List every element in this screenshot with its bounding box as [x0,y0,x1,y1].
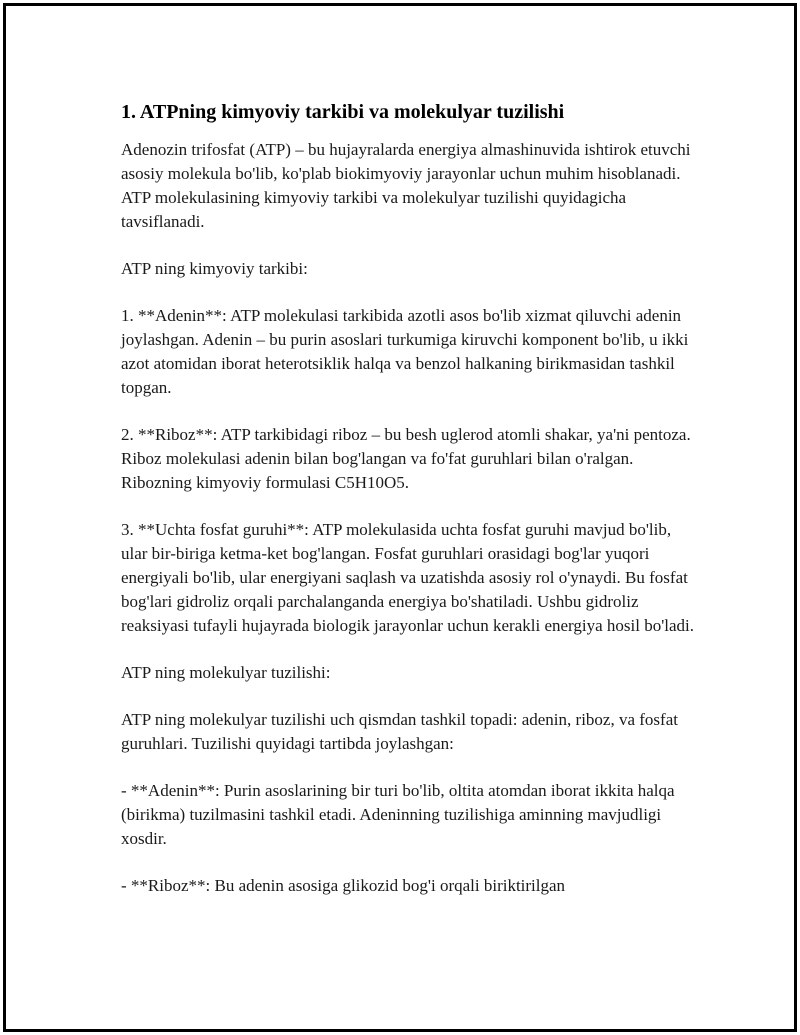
document-body [121,98,696,921]
paragraph-structure-heading: ATP ning molekulyar tuzilishi: [121,663,331,682]
document-title: 1. ATPning kimyoviy tarkibi va molekulyar tuzilishi [121,101,565,123]
paragraph-intro: Adenozin trifosfat (ATP) – bu hujayralarda energiya almashinuvida ishtirok etuvchi asosiy molekula bo'lib, ko'plab biokimyoviy jarayonlar uchun muhim hisoblanadi. ATP molekulasining kimyoviy tarkibi va molekulyar tuzilishi quyidagicha tavsiflanadi. [121,140,691,231]
page-frame [3,3,797,1032]
paragraph-structure-adenine: - **Adenin**: Purin asoslarining bir turi bo'lib, oltita atomdan iborat ikkita halqa (birikma) tuzilmasini tashkil etadi. Adeninning tuzilishiga aminning mavjudligi xosdir. [121,781,675,848]
paragraph-composition-heading: ATP ning kimyoviy tarkibi: [121,259,308,278]
paragraph-adenine: 1. **Adenin**: ATP molekulasi tarkibida azotli asos bo'lib xizmat qiluvchi adenin joylashgan. Adenin – bu purin asoslari turkumiga kiruvchi komponent bo'lib, u ikki azot atomidan iborat heterotsiklik halqa va benzol halkaning birikmasidan tashkil topgan. [121,306,689,397]
paragraph-structure-ribose: - **Riboz**: Bu adenin asosiga glikozid bog'i orqali biriktirilgan [121,876,566,895]
paragraph-phosphate-groups: 3. **Uchta fosfat guruhi**: ATP molekulasida uchta fosfat guruhi mavjud bo'lib, ular bir-biriga ketma-ket bog'langan. Fosfat guruhlari orasidagi bog'lar yuqori energiyali bo'lib, ular energiyani saqlash va uzatishda asosiy rol o'ynaydi. Bu fosfat bog'lari gidroliz orqali parchalanganda energiya bo'shatiladi. Ushbu gidroliz reaksiyasi tufayli hujayrada biologik jarayonlar uchun kerakli energiya hosil bo'ladi. [121,520,695,635]
paragraph-structure-intro: ATP ning molekulyar tuzilishi uch qismdan tashkil topadi: adenin, riboz, va fosfat guruhlari. Tuzilishi quyidagi tartibda joylashgan: [121,710,678,753]
paragraph-ribose: 2. **Riboz**: ATP tarkibidagi riboz – bu besh uglerod atomli shakar, ya'ni pentoza. Riboz molekulasi adenin bilan bog'langan va fo'fat guruhlari bilan o'ralgan. Ribozning kimyoviy formulasi C5H10O5. [121,425,691,492]
